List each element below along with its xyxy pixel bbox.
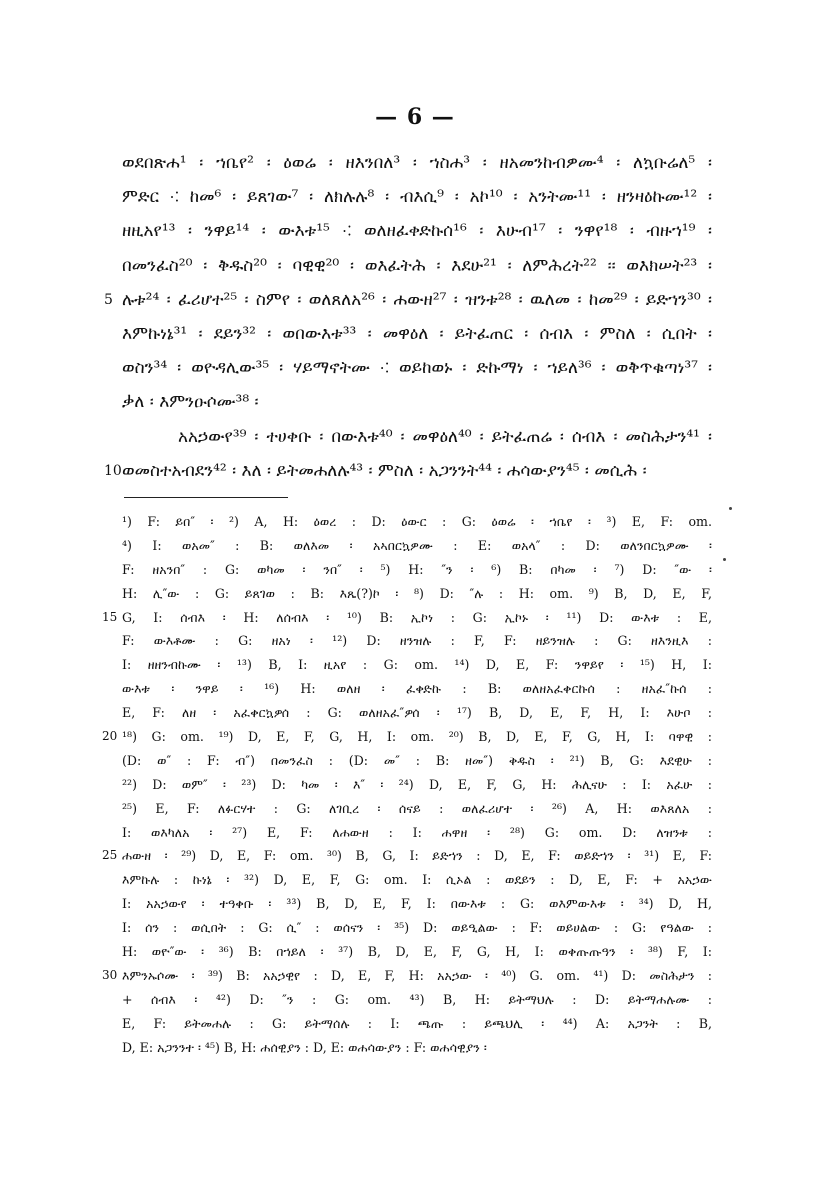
line-text: H: ወዮ″ው ፡ ³⁶) B: በኀይለ ፡ ³⁷) B, D, E, F, G, H, I: ወቀጡጡዓን ፡ ³⁸) F, I:: [122, 944, 712, 960]
line-text: F: ዘአንበ″ : G: ወካመ ፡ ንበ″ ፡ ⁵) H: ″ን ፡ ⁶) B: በካመ ፡ ⁷) D: ″ው ፡: [122, 561, 712, 577]
line-text: ¹) F: ይበ″ ፡ ²) A, H: ዕወረ : D: ዕውር : G: ዕወሬ ፡ ኀቤየ ፡ ³) E, F: om.: [122, 514, 712, 529]
footnote-line: [122, 677, 712, 701]
line-text: ምድር ⁖ ከመ⁶ ፡ ይጸገው⁷ ፡ ለክሉሉ⁸ ፡ ብእሲ⁹ ፡ አኮ¹⁰ ፡ አንትሙ¹¹ ፡ ዘንዛዕኩሙ¹² ፡: [122, 187, 712, 208]
line-text: ሉቱ²⁴ ፡ ፈሪሆተ²⁵ ፡ ስምየ ፡ ወለጸለአ²⁶ ፡ ሐውዘ²⁷ ፡ ዝንቱ²⁸ ፡ ዉለመ ፡ ከመ²⁹ ፡ ይድኀን³⁰ ፡: [122, 289, 712, 310]
footnotes-block: [102, 510, 712, 1059]
footnote-line: [122, 629, 712, 653]
footnote-line: [102, 844, 712, 868]
line-text: F: ውእቶሙ : G: ዘአነ ፡ ¹²) D: ዘንዝሉ : F, F: ዘይንዝሉ : G: ዘእንዚእ :: [122, 633, 712, 649]
line-text: እምኩነኔ³¹ ፡ ደይን³² ፡ ወበውእቱ³³ ፡ መዋዕለ ፡ ይትፈጠር ፡ ሰብእ ፡ ምስለ ፡ ሲበት ፡: [122, 323, 712, 344]
line-text: ²⁵) E, F: ለፉርሃተ : G: ለገቢረ ፡ ሰናይ : ወለፈሪሆተ ፡ ²⁶) A, H: ወእጸለአ :: [122, 800, 712, 816]
line-text: D, E: አጋንንተ ፡ ⁴⁵) B, H: ሐሰዊያን : D, E: ወሐሳውያን : F: ወሐሳዊያን ፡: [122, 1039, 487, 1055]
line-text: ቃለ ፡ እምንዑሶሙ³⁸ ፡: [122, 392, 259, 413]
line-text: (D: ወ″ : F: ብ″) በመንፈስ : (D: መ″ : B: ዘመ″) ቅዱስ ፡ ²¹) B, G: እደዊሁ :: [122, 752, 712, 768]
line-text: I: አአኃውየ ፡ ተዓቀቡ ፡ ³³) B, D, E, F, I: በውእቱ : G: ወእምውእቱ ፡ ³⁴) D, H,: [122, 896, 712, 912]
text-line: [122, 385, 712, 419]
footnote-line: [122, 510, 712, 534]
line-text: ወስን³⁴ ፡ ወዮዳሊው³⁵ ፡ ሃይማኖትሙ ⁖ ወይከወኑ ፡ ድኩማነ ፡ ኀይለ³⁶ ፡ ወቅጥቁጣነ³⁷ ፡: [122, 358, 712, 379]
line-number: 25: [102, 848, 118, 863]
footnote-line: [102, 606, 712, 630]
footnote-line: [122, 1036, 712, 1060]
footnote-line: [102, 725, 712, 749]
text-line: [104, 454, 712, 488]
footnote-line: [122, 940, 712, 964]
line-text: ሐውዘ ፡ ²⁹) D, E, F: om. ³⁰) B, G, I: ይድኀን : D, E, F: ወይድኀን ፡ ³¹) E, F:: [122, 848, 712, 864]
line-number: 10: [104, 462, 122, 479]
line-text: I: ወእካለአ ፡ ²⁷) E, F: ለሐውዘ : I: ሐዋዘ ፡ ²⁸) G: om. D: ለዝንቱ :: [122, 824, 712, 840]
line-number: 20: [102, 729, 118, 744]
text-line: [122, 420, 712, 454]
text-line: [122, 146, 712, 180]
footnote-line: [122, 821, 712, 845]
footnote-line: [122, 892, 712, 916]
footnote-line: [122, 534, 712, 558]
line-text: አአኃውየ³⁹ ፡ ተሀቀቡ ፡ በውእቱ⁴⁰ ፡ መዋዕለ⁴⁰ ፡ ይትፈጠሬ ፡ ሰብእ ፡ መስሕታን⁴¹ ፡: [178, 426, 712, 447]
speck-mark: [723, 558, 726, 561]
line-text: I: ሰን : ወሲበት : G: ሲ″ : ወሰናን ፡ ³⁵) D: ወይዒልው : F: ወይሀልው : G: የዓልው :: [122, 920, 712, 936]
text-line: [104, 283, 712, 317]
line-text: ወደበጽሐ¹ ፡ ኀቤየ² ፡ ዕወሬ ፡ ዘእንበለ³ ፡ ኀስሐ³ ፡ ዘአመንከብዎሙ⁴ ፡ ለኳቡሬለ⁵ ፡: [122, 153, 712, 173]
line-text: H: ሊ″ው : G: ይጸገወ : B: እጼ(?)ኮ ፡ ⁸) D: ″ሉ : H: om. ⁹) B, D, E, F,: [122, 585, 712, 601]
text-line: [122, 351, 712, 385]
footnote-line: [122, 988, 712, 1012]
footnote-line: [122, 773, 712, 797]
line-number: 5: [104, 291, 113, 308]
text-line: [122, 317, 712, 351]
line-text: እምኩሉ : ኩነኔ ፡ ³²) D, E, F, G: om. I: ሲኦል : ወደይን : D, E, F: + አአኃው: [122, 872, 712, 888]
line-text: I: ዘዘንብኩሙ ፡ ¹³) B, I: ዚአየ : G: om. ¹⁴) D, E, F: ንዋይየ ፡ ¹⁵) H, I:: [122, 657, 712, 673]
line-text: ዘዚአየ¹³ ፡ ንዋይ¹⁴ ፡ ውእቱ¹⁵ ⁖ ወለዘፈቀድኩሰ¹⁶ ፡ እሁብ¹⁷ ፡ ንዋየ¹⁸ ፡ ብዙኀ¹⁹ ፡: [122, 221, 712, 242]
footnote-line: [122, 797, 712, 821]
footnote-line: [122, 749, 712, 773]
line-text: እምንኡሶሙ ፡ ³⁹) B: አአኃዊየ : D, E, F, H: አአኃው ፡ ⁴⁰) G. om. ⁴¹) D: መስሕታን :: [122, 967, 712, 983]
footnote-separator: [124, 497, 288, 498]
line-text: ወመስተአብደን⁴² ፡ እለ ፡ ይትመሐለሉ⁴³ ፡ ምስለ ፡ አጋንንት⁴⁴ ፡ ሐሳውያን⁴⁵ ፡ መሲሕ ፡: [122, 460, 647, 481]
footnote-line: [122, 868, 712, 892]
text-line: [122, 180, 712, 214]
line-text: ²²) D: ወም″ ፡ ²³) D: ካመ ፡ እ″ ፡ ²⁴) D, E, F, G, H: ሕሊናሁ : I: አፈሁ :: [122, 776, 712, 792]
line-text: ⁴) I: ወአመ″ : B: ወለእመ ፡ አኣበርኳዎሙ : E: ወአላ″ : D: ወለንበርኳዎሙ ፡: [122, 537, 712, 553]
footnote-line: [122, 558, 712, 582]
line-text: + ሰብእ ፡ ⁴²) D: ″ን : G: om. ⁴³) B, H: ይትማህሉ : D: ይትማሐሉሙ :: [122, 991, 712, 1007]
line-text: E, F: ይትመሐሉ : G: ይትማሰሉ : I: ጫጡ : ይጫህሊ ፡ ⁴⁴) A: አጋንት : B,: [122, 1015, 712, 1031]
text-line: [122, 249, 712, 283]
footnote-line: [122, 582, 712, 606]
line-text: ውእቱ ፡ ንዋይ ፡ ¹⁶) H: ወለዘ ፡ ፈቀድኩ : B: ወለዘአፈቀርኩሰ : ዘአፈ″ኩሰ :: [122, 681, 712, 697]
footnote-line: [102, 964, 712, 988]
footnote-line: [122, 701, 712, 725]
page-number: — 6 —: [375, 104, 455, 130]
line-number: 30: [102, 967, 118, 982]
footnote-line: [122, 916, 712, 940]
line-number: 15: [102, 609, 118, 624]
main-text-block: [104, 146, 712, 488]
line-text: በመንፈስ²⁰ ፡ ቅዱስ²⁰ ፡ ባዊዊ²⁰ ፡ ወእፈትሕ ፡ እደሁ²¹ ፡ ለምሕረት²² ፡፡ ወእክሠት²³ ፡: [122, 255, 712, 276]
speck-mark: [729, 507, 732, 510]
line-text: G, I: ሰብእ ፡ H: ለሰብእ ፡ ¹⁰) B: ኢኮነ : G: ኢኮኑ ፡ ¹¹) D: ውእቱ : E,: [122, 609, 712, 625]
footnote-line: [122, 653, 712, 677]
footnote-line: [122, 1012, 712, 1036]
line-text: ¹⁸) G: om. ¹⁹) D, E, F, G, H, I: om. ²⁰) B, D, E, F, G, H, I: ባዋዊ :: [122, 729, 712, 745]
text-line: [122, 214, 712, 248]
line-text: E, F: ለዘ ፡ አፈቀርኳዎሰ : G: ወለዘአፈ″ዎሰ ፡ ¹⁷) B, D, E, F, H, I: እሁቦ :: [122, 705, 712, 721]
